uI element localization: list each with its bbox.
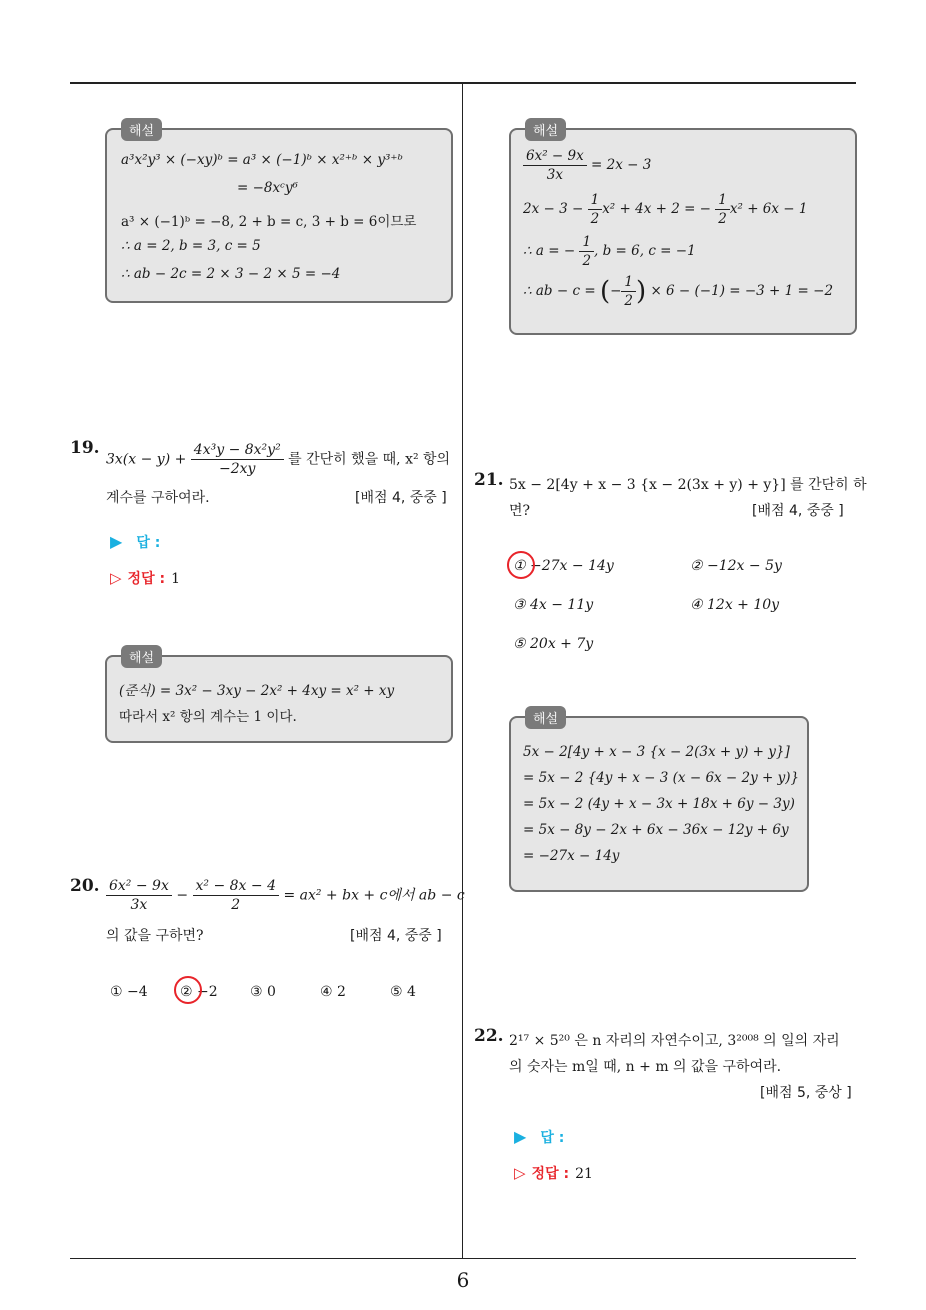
left-paren: ( [599,276,611,307]
choice-2[interactable]: ② −2 [180,984,218,1000]
solution-text: − [610,283,622,299]
fraction [193,878,279,913]
solution-line: 5x − 2[4y + x − 3 {x − 2(3x + y) + y}] [523,744,790,760]
fraction-denominator: 2 [624,293,633,309]
choice-1[interactable]: ① −27x − 14y [513,558,614,574]
choice-2[interactable]: ② −12x − 5y [690,558,782,574]
solution-line: (준식) = 3x² − 3xy − 2x² + 4xy = x² + xy [119,683,395,699]
page-number: 6 [456,1268,470,1292]
fraction-denominator: 2 [718,211,727,227]
right-paren: ) [636,276,647,307]
solution-text: , b = 6, c = −1 [594,243,696,259]
question-text: 의 값을 구하면? [106,928,204,944]
question-text: 계수를 구하여라. [106,490,210,506]
fraction [191,442,284,477]
bottom-rule [70,1258,856,1259]
correct-value: 1 [171,571,180,587]
fraction-numerator: 1 [579,234,594,252]
question-text-post: 를 간단히 했을 때, x² 항의 [288,451,451,468]
fraction-denominator: 2 [231,897,241,913]
solution-text: × 6 − (−1) = −3 + 1 = −2 [650,283,834,299]
solution-text: ∴ a = − [523,243,576,259]
fraction-numerator: 1 [715,192,730,210]
solution-line: a³x²y³ × (−xy)ᵇ = a³ × (−1)ᵇ × x²⁺ᵇ × y³⁺ᵇ [121,152,403,168]
selected-circle-mark [507,551,535,579]
solution-tag: 해설 [121,645,162,668]
solution-line: = 5x − 2 (4y + x − 3x + 18x + 6y − 3y) [523,796,795,812]
fraction [621,274,636,309]
fraction-denominator: 3x [130,897,148,913]
solution-line [523,148,651,183]
solution-line [523,234,696,269]
question-number: 20. [70,876,100,896]
solution-line: = 5x − 8y − 2x + 6x − 36x − 12y + 6y [523,822,789,838]
question-number: 19. [70,438,100,458]
choice-5[interactable]: ⑤ 20x + 7y [513,636,594,652]
solution-box-21 [509,712,809,892]
fraction-numerator: 1 [588,192,603,210]
choice-4[interactable]: ④ 12x + 10y [690,597,780,613]
solution-line: = −8xᶜy⁶ [237,180,298,196]
correct-answer [514,1163,593,1183]
solution-line [523,192,808,227]
correct-label: 정답 : [531,1166,570,1182]
fraction-denominator: 2 [582,253,592,269]
answer-field[interactable] [110,532,160,552]
fraction-denominator: −2xy [219,461,256,477]
fraction-numerator: 1 [621,274,636,292]
solution-line: a³ × (−1)ᵇ = −8, 2 + b = c, 3 + b = 6이므로 [121,214,417,230]
score-label: [배점 4, 중중 ] [350,928,442,944]
hollow-arrow-icon: ▷ [514,1164,526,1182]
choice-1[interactable]: ① −4 [110,984,148,1000]
hollow-arrow-icon: ▷ [110,569,122,587]
correct-answer [110,568,180,588]
selected-circle-mark [174,976,202,1004]
fraction [579,234,594,269]
fraction-numerator: x² − 8x − 4 [193,878,279,896]
solution-tag: 해설 [525,118,566,141]
solution-text: ∴ ab − c = [523,283,596,299]
solution-text: 2x − 3 − [523,201,584,217]
question-number: 21. [474,470,504,490]
answer-label: 답 : [136,535,161,551]
solution-box-20 [509,124,857,335]
fraction [106,878,172,913]
answer-field[interactable] [514,1127,564,1147]
question-text-post: = ax² + bx + c에서 ab − c [283,887,465,904]
solution-line [523,274,833,309]
question-text: 의 숫자는 m일 때, n + m 의 값을 구하여라. [509,1059,782,1075]
solution-line: = 5x − 2 {4y + x − 3 (x − 6x − 2y + y)} [523,770,800,786]
question-text: 5x − 2[4y + x − 3 {x − 2(3x + y) + y}] 를 간단히 하 [509,477,867,493]
correct-value: 21 [575,1166,593,1182]
question-text [106,878,465,913]
fraction-denominator: 3x [546,167,563,183]
solution-text: x² + 6x − 1 [729,201,808,217]
choice-3[interactable]: ③ 0 [250,984,276,1000]
play-arrow-icon: ▶ [110,532,123,551]
solution-line: 따라서 x² 항의 계수는 1 이다. [119,709,297,725]
question-number: 22. [474,1026,504,1046]
question-text [106,442,450,477]
fraction [523,148,587,183]
score-label: [배점 5, 중상 ] [760,1085,852,1101]
question-text: 면? [509,503,531,519]
solution-tag: 해설 [121,118,162,141]
solution-box-18 [105,124,453,303]
correct-label: 정답 : [127,571,166,587]
choice-3[interactable]: ③ 4x − 11y [513,597,594,613]
question-text: 2¹⁷ × 5²⁰ 은 n 자리의 자연수이고, 3²⁰⁰⁸ 의 일의 자리 [509,1033,840,1049]
fraction [588,192,603,227]
fraction-numerator: 4x³y − 8x²y² [191,442,284,460]
choice-5[interactable]: ⑤ 4 [390,984,416,1000]
top-rule [70,82,856,84]
fraction-numerator: 6x² − 9x [106,878,172,896]
play-arrow-icon: ▶ [514,1127,527,1146]
solution-line: ∴ ab − 2c = 2 × 3 − 2 × 5 = −4 [121,266,341,282]
solution-text: = 2x − 3 [591,157,652,173]
solution-line: ∴ a = 2, b = 3, c = 5 [121,238,261,254]
solution-tag: 해설 [525,706,566,729]
choice-4[interactable]: ④ 2 [320,984,346,1000]
solution-text: x² + 4x + 2 = − [602,201,711,217]
minus-sign: − [176,887,189,904]
fraction-denominator: 2 [590,211,600,227]
score-label: [배점 4, 중중 ] [752,503,844,519]
solution-line: = −27x − 14y [523,848,620,864]
answer-label: 답 : [540,1130,565,1146]
fraction-numerator: 6x² − 9x [523,148,587,166]
score-label: [배점 4, 중중 ] [355,490,447,506]
fraction [715,192,730,227]
solution-box-19 [105,651,453,743]
column-divider [462,83,463,1258]
question-text-pre: 3x(x − y) + [106,451,187,468]
